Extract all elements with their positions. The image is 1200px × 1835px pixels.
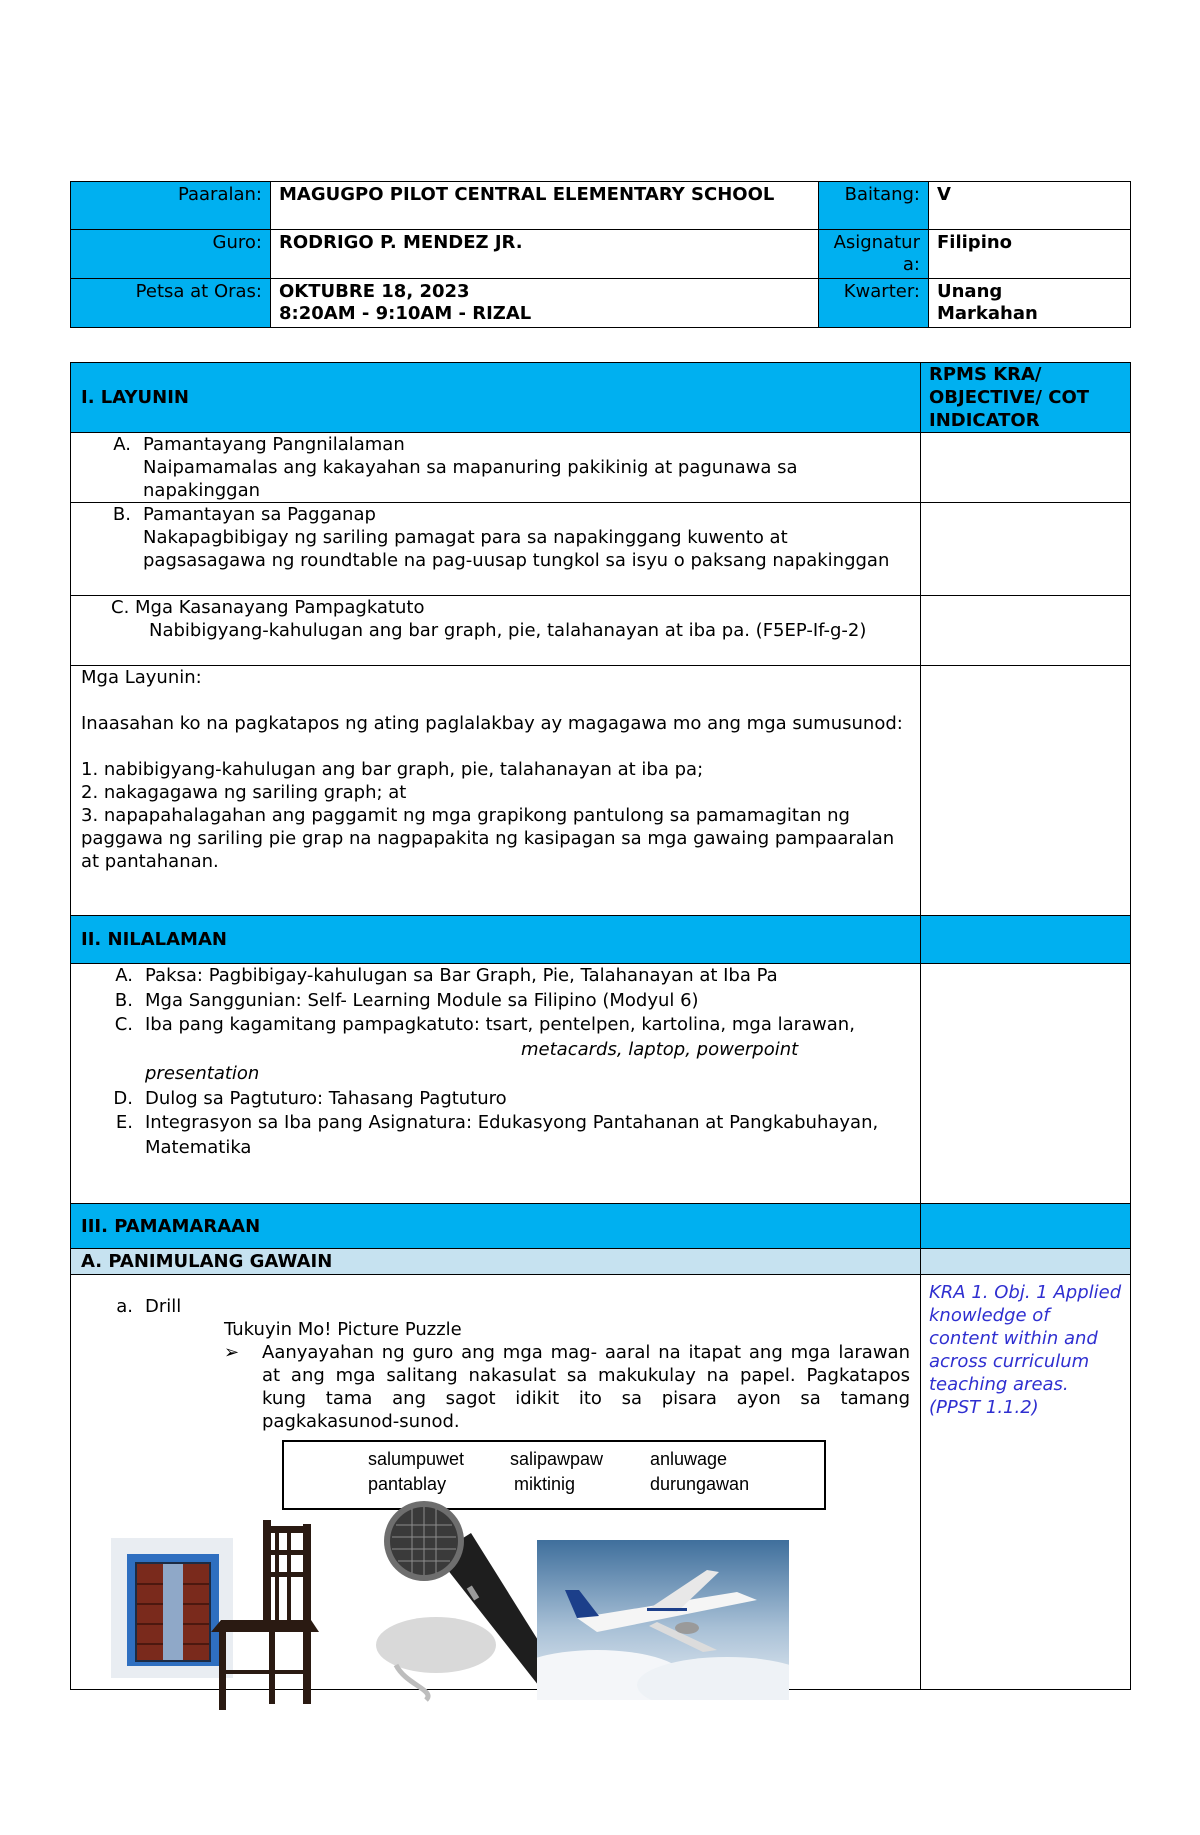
item-marker: C.	[114, 1014, 133, 1035]
guro-label: Guro:	[71, 230, 271, 279]
word-card: durungawan	[650, 1474, 750, 1494]
paksa: Paksa: Pagbibigay-kahulugan sa Bar Graph, Pie, Talahanayan at Iba Pa	[145, 965, 778, 986]
baitang-value: V	[929, 182, 1131, 230]
indicator-cell	[921, 964, 1131, 1204]
section-a-title: Pamantayang Pangnilalaman	[143, 434, 405, 455]
item-marker: B.	[114, 989, 133, 1011]
sanggunian: Mga Sanggunian: Self- Learning Module sa Filipino (Modyul 6)	[145, 989, 699, 1011]
section-c-body: Nabibigyang-kahulugan ang bar graph, pie, talahanayan at iba pa. (F5EP-If-g-2)	[149, 620, 867, 641]
petsa-label: Petsa at Oras:	[71, 279, 271, 328]
kasanayang-pampagkatuto	[71, 596, 921, 666]
objective-3: 3. napapahalagahan ang paggamit ng mga grapikong pantulong sa pamamagitan ng paggawa ng sariling pie grap na nagpapakita ng kasipagan sa mga gawaing pampaaralan at pantahanan.	[81, 805, 895, 872]
kwarter-label: Kwarter:	[819, 279, 929, 328]
kagamitan-cont2: presentation	[145, 1063, 260, 1084]
mga-layunin	[71, 666, 921, 916]
layunin-heading: I. LAYUNIN	[71, 363, 921, 433]
word-card: salipawpaw	[510, 1449, 604, 1469]
kwarter-line2: Markahan	[937, 303, 1038, 324]
item-marker: B.	[112, 504, 131, 525]
petsa-value	[271, 279, 819, 328]
baitang-label: Baitang:	[819, 182, 929, 230]
asignatura-label: Asignatur a:	[819, 230, 929, 279]
drill-label: Drill	[145, 1296, 182, 1317]
kagamitan-cont: metacards, laptop, powerpoint	[521, 1038, 799, 1060]
section-b-title: Pamantayan sa Pagganap	[143, 504, 376, 525]
section-b-body: Nakapagbibigay ng sariling pamagat para sa napakinggang kuwento at pagsasagawa ng roundtable na pag-uusap tungkol sa isyu o paksang napakinggan	[143, 527, 890, 571]
kagamitan: Iba pang kagamitang pampagkatuto: tsart, pentelpen, kartolina, mga larawan,	[145, 1014, 855, 1035]
paaralan-value: MAGUGPO PILOT CENTRAL ELEMENTARY SCHOOL	[271, 182, 819, 230]
kra-indicator: KRA 1. Obj. 1 Applied knowledge of content within and across curriculum teaching areas. (PPST 1.1.2)	[921, 1275, 1131, 1690]
pamamaraan-heading: III. PAMAMARAAN	[71, 1204, 921, 1249]
paaralan-label: Paaralan:	[71, 182, 271, 230]
integrasyon: Integrasyon sa Iba pang Asignatura: Edukasyong Pantahanan at Pangkabuhayan, Matematika	[145, 1112, 879, 1158]
indicator-cell	[921, 666, 1131, 916]
kwarter-value	[929, 279, 1131, 328]
panimulang-gawain-heading: A. PANIMULANG GAWAIN	[71, 1249, 921, 1275]
nilalaman-heading: II. NILALAMAN	[71, 916, 921, 964]
guro-value: RODRIGO P. MENDEZ JR.	[271, 230, 819, 279]
indicator-cell	[921, 503, 1131, 596]
objective-2: 2. nakagagawa ng sariling graph; at	[81, 782, 407, 803]
mga-layunin-label: Mga Layunin:	[81, 667, 202, 688]
drill-instruction: Aanyayahan ng guro ang mga mag- aaral na itapat ang mga larawan at ang mga salitang nakasulat sa makukulay na papel. Pagkatapos kung tama ang sagot idikit ito sa pisara ayon sa tamang pagkakasunod-sunod.	[262, 1342, 910, 1432]
petsa-date: OKTUBRE 18, 2023	[279, 281, 470, 302]
rpms-heading: RPMS KRA/ OBJECTIVE/ COT INDICATOR	[921, 363, 1131, 433]
word-card: pantablay	[368, 1474, 447, 1494]
item-marker: a.	[116, 1296, 133, 1317]
word-card: anluwage	[650, 1449, 728, 1469]
asignatura-value: Filipino	[929, 230, 1131, 279]
arrow-bullet-icon: ➢	[224, 1342, 240, 1363]
dulog: Dulog sa Pagtuturo: Tahasang Pagtuturo	[145, 1087, 507, 1109]
nilalaman-content	[71, 964, 921, 1204]
indicator-cell	[921, 433, 1131, 503]
kwarter-line1: Unang	[937, 281, 1003, 302]
mga-layunin-intro: Inaasahan ko na pagkatapos ng ating paglalakbay ay magagawa mo ang mga sumusunod:	[81, 713, 903, 734]
item-marker: E.	[115, 1112, 133, 1133]
pamantayan-sa-pagganap	[71, 503, 921, 596]
indicator-cell	[921, 1204, 1131, 1249]
puzzle-title: Tukuyin Mo! Picture Puzzle	[224, 1319, 462, 1340]
indicator-cell	[921, 596, 1131, 666]
section-a-body: Naipamamalas ang kakayahan sa mapanuring pakikinig at pagunawa sa napakinggan	[143, 457, 798, 501]
pamantayang-pangnilalaman	[71, 433, 921, 503]
item-marker: A.	[115, 965, 133, 986]
word-card: salumpuwet	[368, 1449, 465, 1469]
section-c-title: C. Mga Kasanayang Pampagkatuto	[111, 597, 425, 618]
airplane-picture	[537, 1540, 789, 1700]
objective-1: 1. nabibigyang-kahulugan ang bar graph, pie, talahanayan at iba pa;	[81, 759, 704, 780]
indicator-cell	[921, 916, 1131, 964]
header-table	[70, 181, 1131, 328]
item-marker: A.	[113, 434, 131, 455]
word-card: miktinig	[514, 1474, 576, 1494]
lesson-plan-table	[70, 362, 1131, 1690]
chair-picture	[211, 1520, 321, 1710]
indicator-cell	[921, 1249, 1131, 1275]
drill-cell	[71, 1275, 921, 1690]
item-marker: D.	[113, 1087, 133, 1109]
petsa-time: 8:20AM - 9:10AM - RIZAL	[279, 303, 532, 324]
